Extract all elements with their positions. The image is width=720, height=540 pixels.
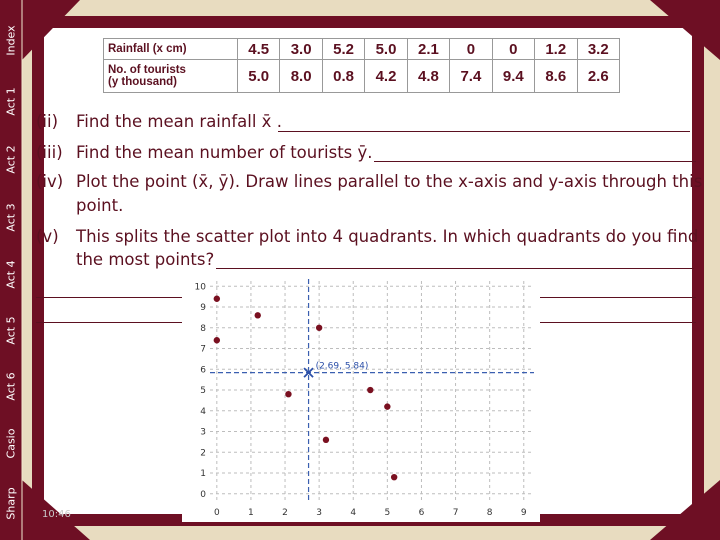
table-cell: 8.0 bbox=[280, 60, 322, 93]
table-cell: 4.8 bbox=[407, 60, 449, 93]
question-number: (iv) bbox=[36, 172, 64, 191]
data-point bbox=[255, 312, 261, 318]
x-tick-label: 2 bbox=[282, 508, 288, 518]
tab-act-4-label: Act 4 bbox=[4, 259, 18, 289]
y-tick-label: 3 bbox=[200, 427, 206, 438]
tab-act-5[interactable] bbox=[0, 302, 22, 358]
y-tick-label: 8 bbox=[200, 323, 206, 334]
y-tick-label: 2 bbox=[200, 448, 206, 459]
row-header-tourists-line1: No. of tourists bbox=[108, 64, 186, 76]
question-number: (v) bbox=[36, 227, 59, 246]
table-cell: 0.8 bbox=[322, 60, 364, 93]
y-tick-label: 0 bbox=[200, 489, 206, 500]
question-text: point. bbox=[76, 196, 124, 215]
x-tick-label: 5 bbox=[384, 508, 391, 518]
x-tick-label: 8 bbox=[486, 508, 493, 518]
data-table bbox=[103, 38, 620, 93]
table-cell: 5.0 bbox=[365, 39, 407, 60]
scatter-plot-svg bbox=[182, 270, 540, 522]
x-tick-label: 7 bbox=[452, 508, 459, 518]
data-point bbox=[214, 296, 220, 302]
tab-index-label: Index bbox=[4, 24, 18, 56]
tab-act-6[interactable] bbox=[0, 358, 22, 414]
mean-point-label: (2.69, 5.84) bbox=[315, 361, 369, 372]
tab-sharp-label: Sharp bbox=[4, 486, 18, 520]
question-text: Find the mean number of tourists ȳ. bbox=[76, 143, 373, 162]
scatter-plot bbox=[182, 270, 540, 522]
table-cell: 3.0 bbox=[280, 39, 322, 60]
table-cell: 3.2 bbox=[577, 39, 620, 60]
tab-act-1-label: Act 1 bbox=[4, 86, 18, 116]
x-tick-label: 1 bbox=[248, 508, 254, 518]
tab-act-6-label: Act 6 bbox=[4, 371, 18, 401]
answer-blank-v-2[interactable] bbox=[36, 297, 182, 298]
y-tick-label: 4 bbox=[200, 406, 206, 417]
table-cell: 8.6 bbox=[535, 60, 577, 93]
answer-blank-v-4[interactable] bbox=[36, 322, 182, 323]
table-cell: 0 bbox=[492, 39, 534, 60]
row-header-tourists-line2: (y thousand) bbox=[108, 76, 177, 88]
answer-blank-ii[interactable] bbox=[278, 131, 690, 132]
tab-act-2-label: Act 2 bbox=[4, 144, 18, 174]
table-cell: 4.2 bbox=[365, 60, 407, 93]
x-tick-label: 3 bbox=[316, 508, 323, 518]
row-header-tourists bbox=[104, 60, 238, 93]
y-tick-label: 6 bbox=[200, 365, 206, 376]
data-point bbox=[323, 437, 329, 443]
question-number: (ii) bbox=[36, 112, 59, 131]
tab-act-3[interactable] bbox=[0, 188, 22, 246]
data-point bbox=[384, 403, 390, 409]
tab-index[interactable] bbox=[0, 8, 22, 72]
tab-act-4[interactable] bbox=[0, 246, 22, 302]
tab-sharp[interactable] bbox=[0, 472, 22, 534]
table-cell: 5.2 bbox=[322, 39, 364, 60]
answer-blank-v-5[interactable] bbox=[540, 322, 696, 323]
table-row-tourists bbox=[104, 60, 620, 93]
tab-casio[interactable] bbox=[0, 414, 22, 472]
y-tick-label: 1 bbox=[200, 469, 206, 480]
answer-blank-iii[interactable] bbox=[374, 161, 696, 162]
table-cell: 0 bbox=[450, 39, 492, 60]
x-tick-label: 4 bbox=[350, 508, 357, 518]
question-text: Plot the point (x̄, ȳ). Draw lines parallel to the x-axis and y-axis through this bbox=[76, 172, 703, 191]
table-cell: 7.4 bbox=[450, 60, 492, 93]
tab-act-5-label: Act 5 bbox=[4, 315, 18, 345]
tab-act-2[interactable] bbox=[0, 130, 22, 188]
tab-casio-label: Casio bbox=[4, 428, 18, 458]
y-tick-label: 10 bbox=[194, 282, 206, 293]
tab-act-3-label: Act 3 bbox=[4, 202, 18, 232]
y-tick-label: 9 bbox=[200, 303, 206, 314]
answer-blank-v-3[interactable] bbox=[540, 297, 696, 298]
table-cell: 1.2 bbox=[535, 39, 577, 60]
timestamp: 10:46 bbox=[42, 509, 71, 520]
table-cell: 9.4 bbox=[492, 60, 534, 93]
data-point bbox=[391, 474, 397, 480]
answer-blank-v-1[interactable] bbox=[216, 268, 694, 269]
question-text: Find the mean rainfall x̄ . bbox=[76, 112, 282, 131]
table-cell: 4.5 bbox=[238, 39, 280, 60]
data-point bbox=[285, 391, 291, 397]
table-cell: 2.1 bbox=[407, 39, 449, 60]
y-tick-label: 7 bbox=[200, 344, 206, 355]
data-point bbox=[316, 325, 322, 331]
tab-act-1[interactable] bbox=[0, 72, 22, 130]
x-tick-label: 6 bbox=[418, 508, 425, 518]
row-header-rainfall: Rainfall (x cm) bbox=[104, 39, 238, 60]
x-tick-label: 0 bbox=[213, 508, 220, 518]
table-cell: 2.6 bbox=[577, 60, 620, 93]
x-tick-label: 9 bbox=[520, 508, 527, 518]
y-tick-label: 5 bbox=[200, 386, 206, 397]
question-number: (iii) bbox=[36, 143, 63, 162]
table-cell: 5.0 bbox=[238, 60, 280, 93]
data-point bbox=[214, 337, 220, 343]
question-text: This splits the scatter plot into 4 quadrants. In which quadrants do you find bbox=[76, 227, 699, 246]
question-text: the most points? bbox=[76, 250, 215, 269]
table-row-rainfall bbox=[104, 39, 620, 60]
data-point bbox=[367, 387, 373, 393]
